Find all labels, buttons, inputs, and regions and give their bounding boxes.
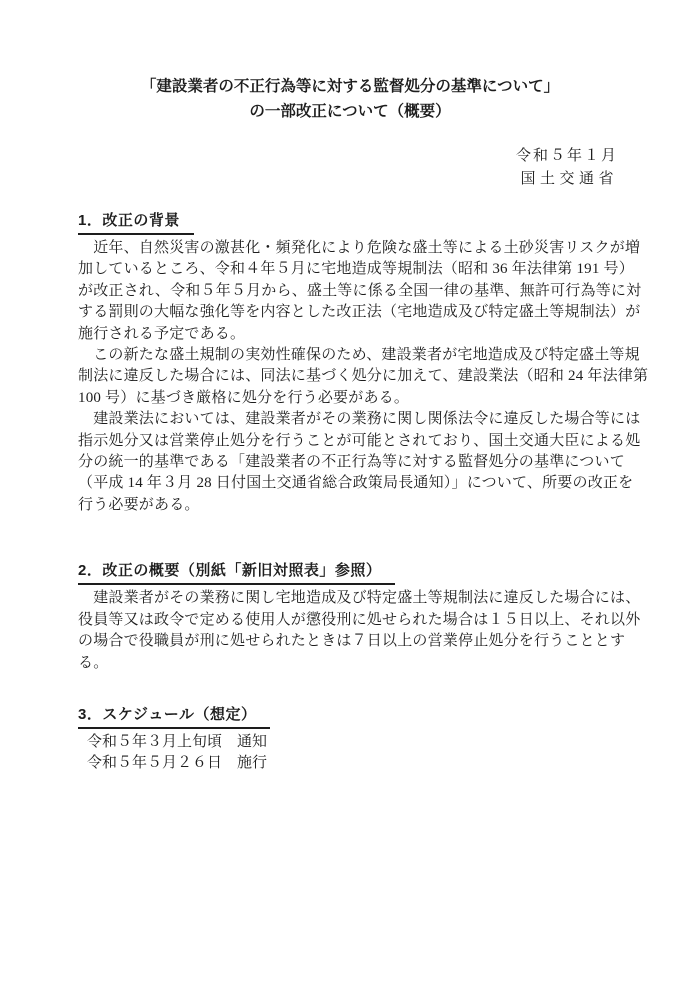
section-heading-row: [78, 706, 622, 729]
section-1-heading: 1．改正の背景: [78, 212, 194, 235]
paragraph: [78, 345, 649, 409]
section-revision-background: [78, 212, 649, 516]
schedule-event: 通知: [237, 733, 268, 750]
section-heading-row: [78, 212, 622, 235]
document-title-line-1: 「建設業者の不正行為等に対する監督処分の基準について」: [140, 78, 560, 95]
paragraph-line: 近年、自然災害の激甚化・頻発化により危険な盛土等による土砂災害リスクが増: [78, 240, 641, 256]
section-schedule: [78, 706, 622, 775]
paragraph-line: 指示処分又は営業停止処分を行うことが可能とされており、国土交通大臣による処: [78, 432, 641, 449]
section-2-heading: 2．改正の概要（別紙「新旧対照表」参照）: [78, 562, 395, 585]
paragraph-line: 制法に違反した場合には、同法に基づく処分に加えて、建設業法（昭和 24 年法律第: [78, 368, 649, 385]
issuing-organization: 国土交通省: [520, 170, 618, 187]
paragraph-line: 建設業者がその業務に関し宅地造成及び特定盛土等規制法に違反した場合には、: [78, 590, 641, 607]
paragraph-line: 100 号）に基づき厳格に処分を行う必要がある。: [78, 389, 410, 406]
paragraph-line: この新たな盛土規制の実効性確保のため、建設業者が宅地造成及び特定盛土等規: [78, 347, 640, 364]
paragraph-line: 加しているところ、令和４年５月に宅地造成等規制法（昭和 36 年法律第 191 号）: [78, 261, 634, 278]
section-3-heading: 3．スケジュール（想定）: [78, 706, 270, 729]
paragraph-line: 分の統一的基準である「建設業者の不正行為等に対する監督処分の基準について: [78, 454, 625, 471]
paragraph-line: 建設業法においては、建設業者がその業務に関し関係法令に違反した場合等には: [78, 411, 641, 428]
paragraph: [78, 409, 641, 516]
schedule-event: 施行: [237, 755, 268, 772]
section-heading-row: [78, 562, 622, 585]
paragraph-line: る。: [78, 654, 109, 671]
paragraph-line: が改正され、令和５年５月から、盛土等に係る全国一律の基準、無許可行為等に対: [78, 282, 642, 299]
paragraph: [78, 238, 642, 345]
issue-date: 令和５年１月: [515, 147, 618, 164]
section-revision-outline: [78, 562, 641, 674]
paragraph-line: する罰則の大幅な強化等を内容とした改正法（宅地造成及び特定盛土等規制法）が: [78, 304, 641, 321]
schedule-date: 令和５年３月上旬頃: [87, 733, 223, 750]
paragraph-line: 役員等又は政令で定める使用人が懲役刑に処せられた場合は１５日以上、それ以外: [78, 611, 641, 628]
schedule-row: [87, 753, 622, 774]
paragraph-line: （平成 14 年３月 28 日付国土交通省総合政策局長通知）」について、所要の改正を: [78, 475, 634, 492]
document-body: [0, 212, 700, 775]
document-title: [0, 0, 700, 124]
issuance-block: [0, 144, 700, 190]
paragraph-line: の場合で役職員が刑に処せられたときは７日以上の営業停止処分を行うこととす: [78, 633, 626, 650]
schedule-row: [87, 732, 622, 753]
schedule-list: [87, 732, 622, 775]
schedule-date: 令和５年５月２６日: [87, 755, 223, 772]
paragraph-line: 行う必要がある。: [78, 496, 200, 513]
paragraph: [78, 588, 641, 674]
document-title-line-2: の一部改正について（概要）: [249, 103, 451, 120]
paragraph-line: 施行される予定である。: [78, 325, 246, 342]
